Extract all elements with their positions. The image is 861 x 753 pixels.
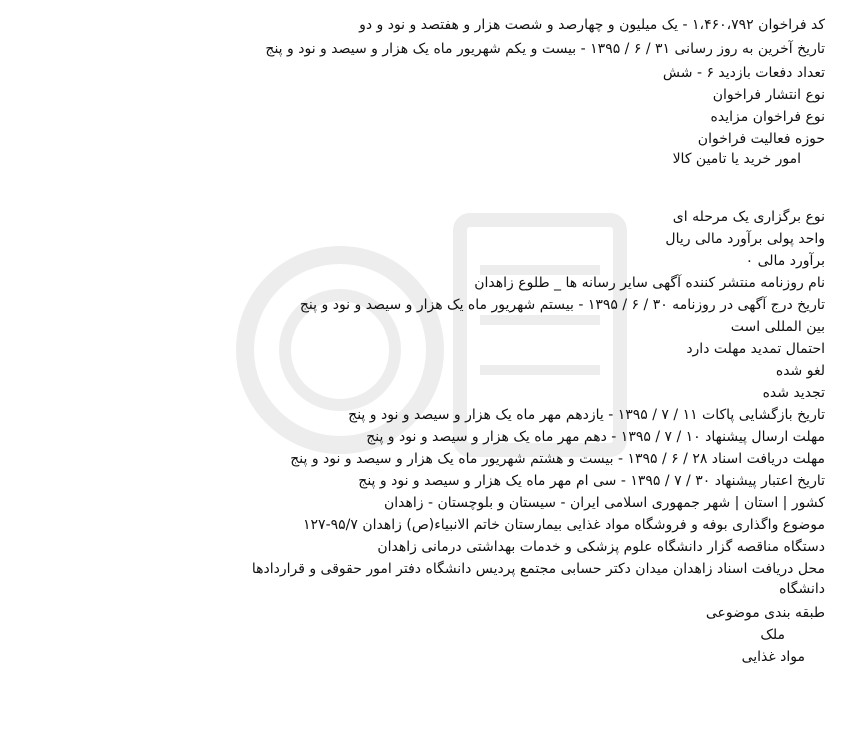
currency-unit: واحد پولی برآورد مالی ریال [665, 231, 825, 247]
newspaper-name: نام روزنامه منتشر کننده آگهی سایر رسانه ها _ طلوع زاهدان [474, 275, 825, 291]
visit-count: تعداد دفعات بازدید ۶ - شش [662, 65, 825, 81]
activity-field-value: امور خرید یا تامین کالا [672, 151, 801, 167]
proposal-validity-date: تاریخ اعتبار پیشنهاد ۳۰ / ۷ / ۱۳۹۵ - سی ام مهر ماه یک هزار و سیصد و نود و پنج [358, 473, 825, 489]
documents-deadline: مهلت دریافت اسناد ۲۸ / ۶ / ۱۳۹۵ - بیست و هشتم شهریور ماه یک هزار و سیصد و نود و پنج [290, 451, 825, 467]
last-update-date: تاریخ آخرین به روز رسانی ۳۱ / ۶ / ۱۳۹۵ - بیست و یکم شهریور ماه یک هزار و سیصد و نود و پنج [265, 41, 825, 57]
publication-type: نوع انتشار فراخوان [712, 87, 825, 103]
documents-pickup-place: محل دریافت اسناد زاهدان میدان دکتر حسابی مجتمع پردیس دانشگاه دفتر امور حقوقی و قراردادها [251, 561, 825, 577]
renewed-flag: تجدید شده [762, 385, 825, 401]
documents-pickup-place-cont: دانشگاه [779, 581, 825, 597]
tendering-organization: دستگاه مناقصه گزار دانشگاه علوم پزشکی و خدمات بهداشتی درمانی زاهدان [377, 539, 825, 555]
international-flag: بین المللی است [730, 319, 825, 335]
classification-item-food: مواد غذایی [741, 649, 805, 665]
extension-possibility: احتمال تمدید مهلت دارد [686, 341, 825, 357]
envelope-opening-date: تاریخ بازگشایی پاکات ۱۱ / ۷ / ۱۳۹۵ - یازدهم مهر ماه یک هزار و سیصد و نود و پنج [348, 407, 825, 423]
tender-type: نوع فراخوان مزایده [710, 109, 825, 125]
tender-code: کد فراخوان ۱،۴۶۰،۷۹۲ - یک میلیون و چهارصد و شصت هزار و هفتصد و نود و دو [359, 17, 825, 33]
holding-type: نوع برگزاری یک مرحله ای [672, 209, 825, 225]
location: کشور | استان | شهر جمهوری اسلامی ایران - سیستان و بلوچستان - زاهدان [383, 495, 825, 511]
subject-classification-label: طبقه بندی موضوعی [705, 605, 825, 621]
cancelled-flag: لغو شده [775, 363, 825, 379]
proposal-deadline: مهلت ارسال پیشنهاد ۱۰ / ۷ / ۱۳۹۵ - دهم مهر ماه یک هزار و سیصد و نود و پنج [366, 429, 825, 445]
subject: موضوع واگذاری بوفه و فروشگاه مواد غذایی بیمارستان خاتم الانبیاء(ص) زاهدان ۹۵/۷-۱۲۷ [303, 517, 825, 533]
estimated-budget: برآورد مالی ۰ [745, 253, 825, 269]
newspaper-publish-date: تاریخ درج آگهی در روزنامه ۳۰ / ۶ / ۱۳۹۵ - بیستم شهریور ماه یک هزار و سیصد و نود و پنج [299, 297, 825, 313]
activity-field-label: حوزه فعالیت فراخوان [697, 131, 825, 147]
classification-item-property: ملک [760, 627, 785, 643]
